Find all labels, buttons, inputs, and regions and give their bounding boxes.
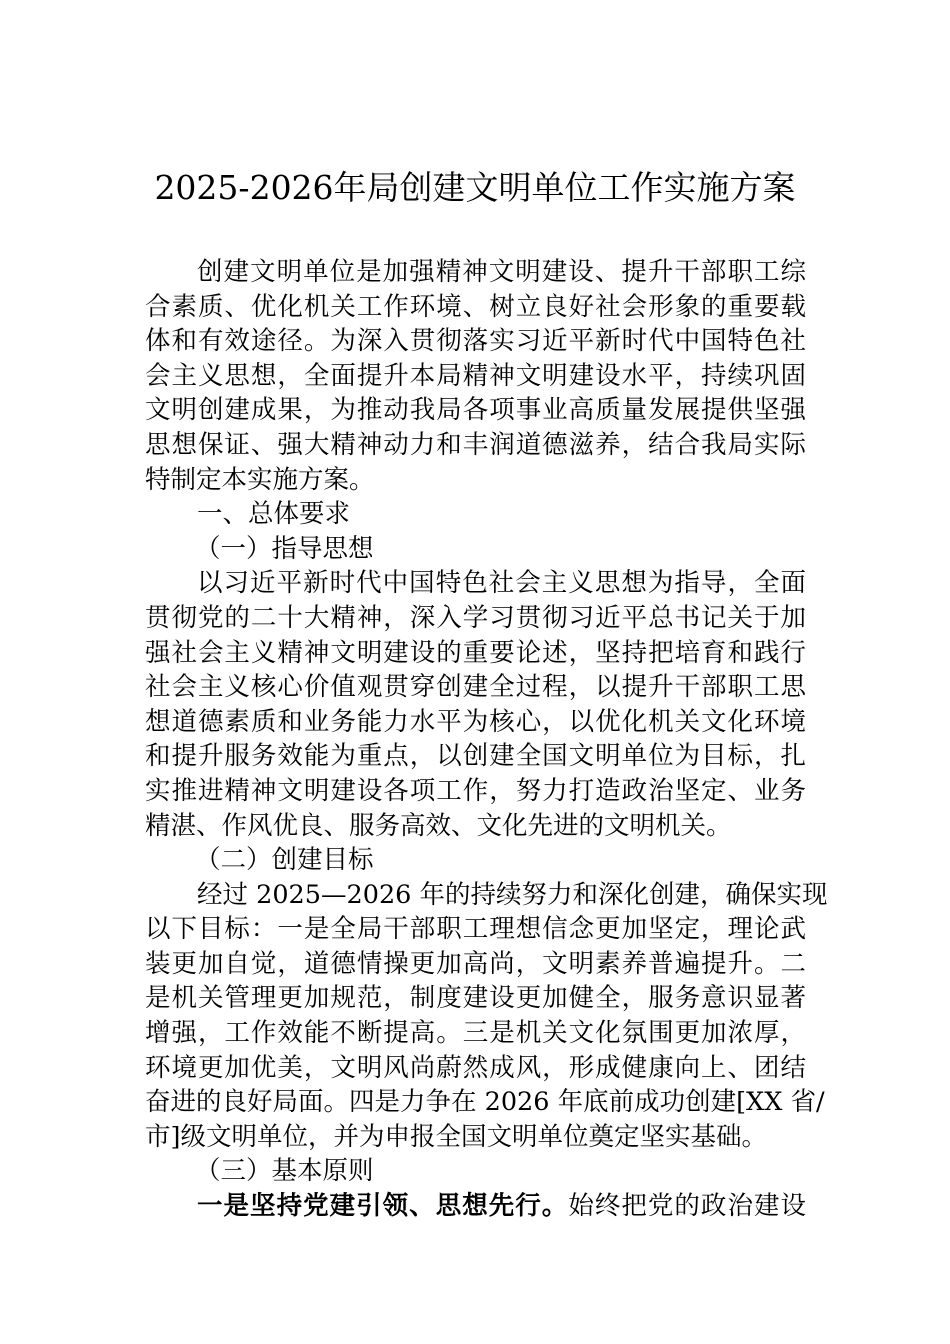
text-line: 以下目标：一是全局干部职工理想信念更加坚定，理论武 — [145, 914, 806, 945]
text-line: 创建文明单位是加强精神文明建设、提升干部职工综 — [197, 257, 806, 287]
text-line: 会主义思想，全面提升本局精神文明建设水平，持续巩固 — [145, 360, 806, 391]
text-line: 社会主义核心价值观贯穿创建全过程，以提升干部职工思 — [145, 672, 806, 703]
text-line: 强社会主义精神文明建设的重要论述，坚持把培育和践行 — [145, 637, 806, 668]
text-line: 想道德素质和业务能力水平为核心，以优化机关文化环境 — [145, 706, 806, 737]
subsection-heading: （一）指导思想 — [195, 533, 374, 564]
section-heading: 一、总体要求 — [197, 499, 351, 530]
subsection-heading: （三）基本原则 — [195, 1156, 374, 1187]
principle-text: 始终把党的政治建设 — [568, 1191, 806, 1222]
text-line: 精湛、作风优良、服务高效、文化先进的文明机关。 — [145, 810, 732, 841]
text-line: 文明创建成果，为推动我局各项事业高质量发展提供坚强 — [145, 395, 806, 426]
document-title: 2025-2026年局创建文明单位工作实施方案 — [154, 168, 796, 207]
text-line: 增强，工作效能不断提高。三是机关文化氛围更加浓厚， — [145, 1018, 806, 1049]
text-line: 实推进精神文明建设各项工作，努力打造政治坚定、业务 — [145, 775, 806, 806]
text-line: 经过 2025—2026 年的持续努力和深化创建，确保实现 — [197, 879, 828, 910]
subsection-heading: （二）创建目标 — [195, 845, 374, 876]
principle-title: 一是坚持党建引领、思想先行。 — [197, 1191, 569, 1222]
document-body — [145, 255, 828, 1224]
text-line: 贯彻党的二十大精神，深入学习贯彻习近平总书记关于加 — [145, 602, 806, 633]
text-line: 以习近平新时代中国特色社会主义思想为指导，全面 — [197, 568, 806, 599]
text-line: 特制定本实施方案。 — [145, 464, 375, 495]
paragraph-principle-1 — [145, 1189, 806, 1224]
text-line: 奋进的良好局面。四是力争在 2026 年底前成功创建[XX 省/ — [145, 1087, 825, 1118]
paragraph-goals — [145, 878, 828, 1155]
text-line: 市]级文明单位，并为申报全国文明单位奠定坚实基础。 — [145, 1121, 767, 1152]
text-line: 装更加自觉，道德情操更加高尚，文明素养普遍提升。二 — [145, 948, 806, 979]
paragraph-guiding-thought — [145, 566, 806, 843]
text-line: 思想保证、强大精神动力和丰润道德滋养，结合我局实际 — [145, 429, 806, 460]
text-line: 环境更加优美，文明风尚蔚然成风，形成健康向上、团结 — [145, 1052, 806, 1083]
text-line: 体和有效途径。为深入贯彻落实习近平新时代中国特色社 — [145, 326, 806, 357]
text-line: 和提升服务效能为重点，以创建全国文明单位为目标，扎 — [145, 741, 806, 772]
paragraph-intro — [145, 255, 806, 497]
text-line: 是机关管理更加规范，制度建设更加健全，服务意识显著 — [145, 983, 806, 1014]
text-line: 合素质、优化机关工作环境、树立良好社会形象的重要载 — [145, 291, 806, 322]
